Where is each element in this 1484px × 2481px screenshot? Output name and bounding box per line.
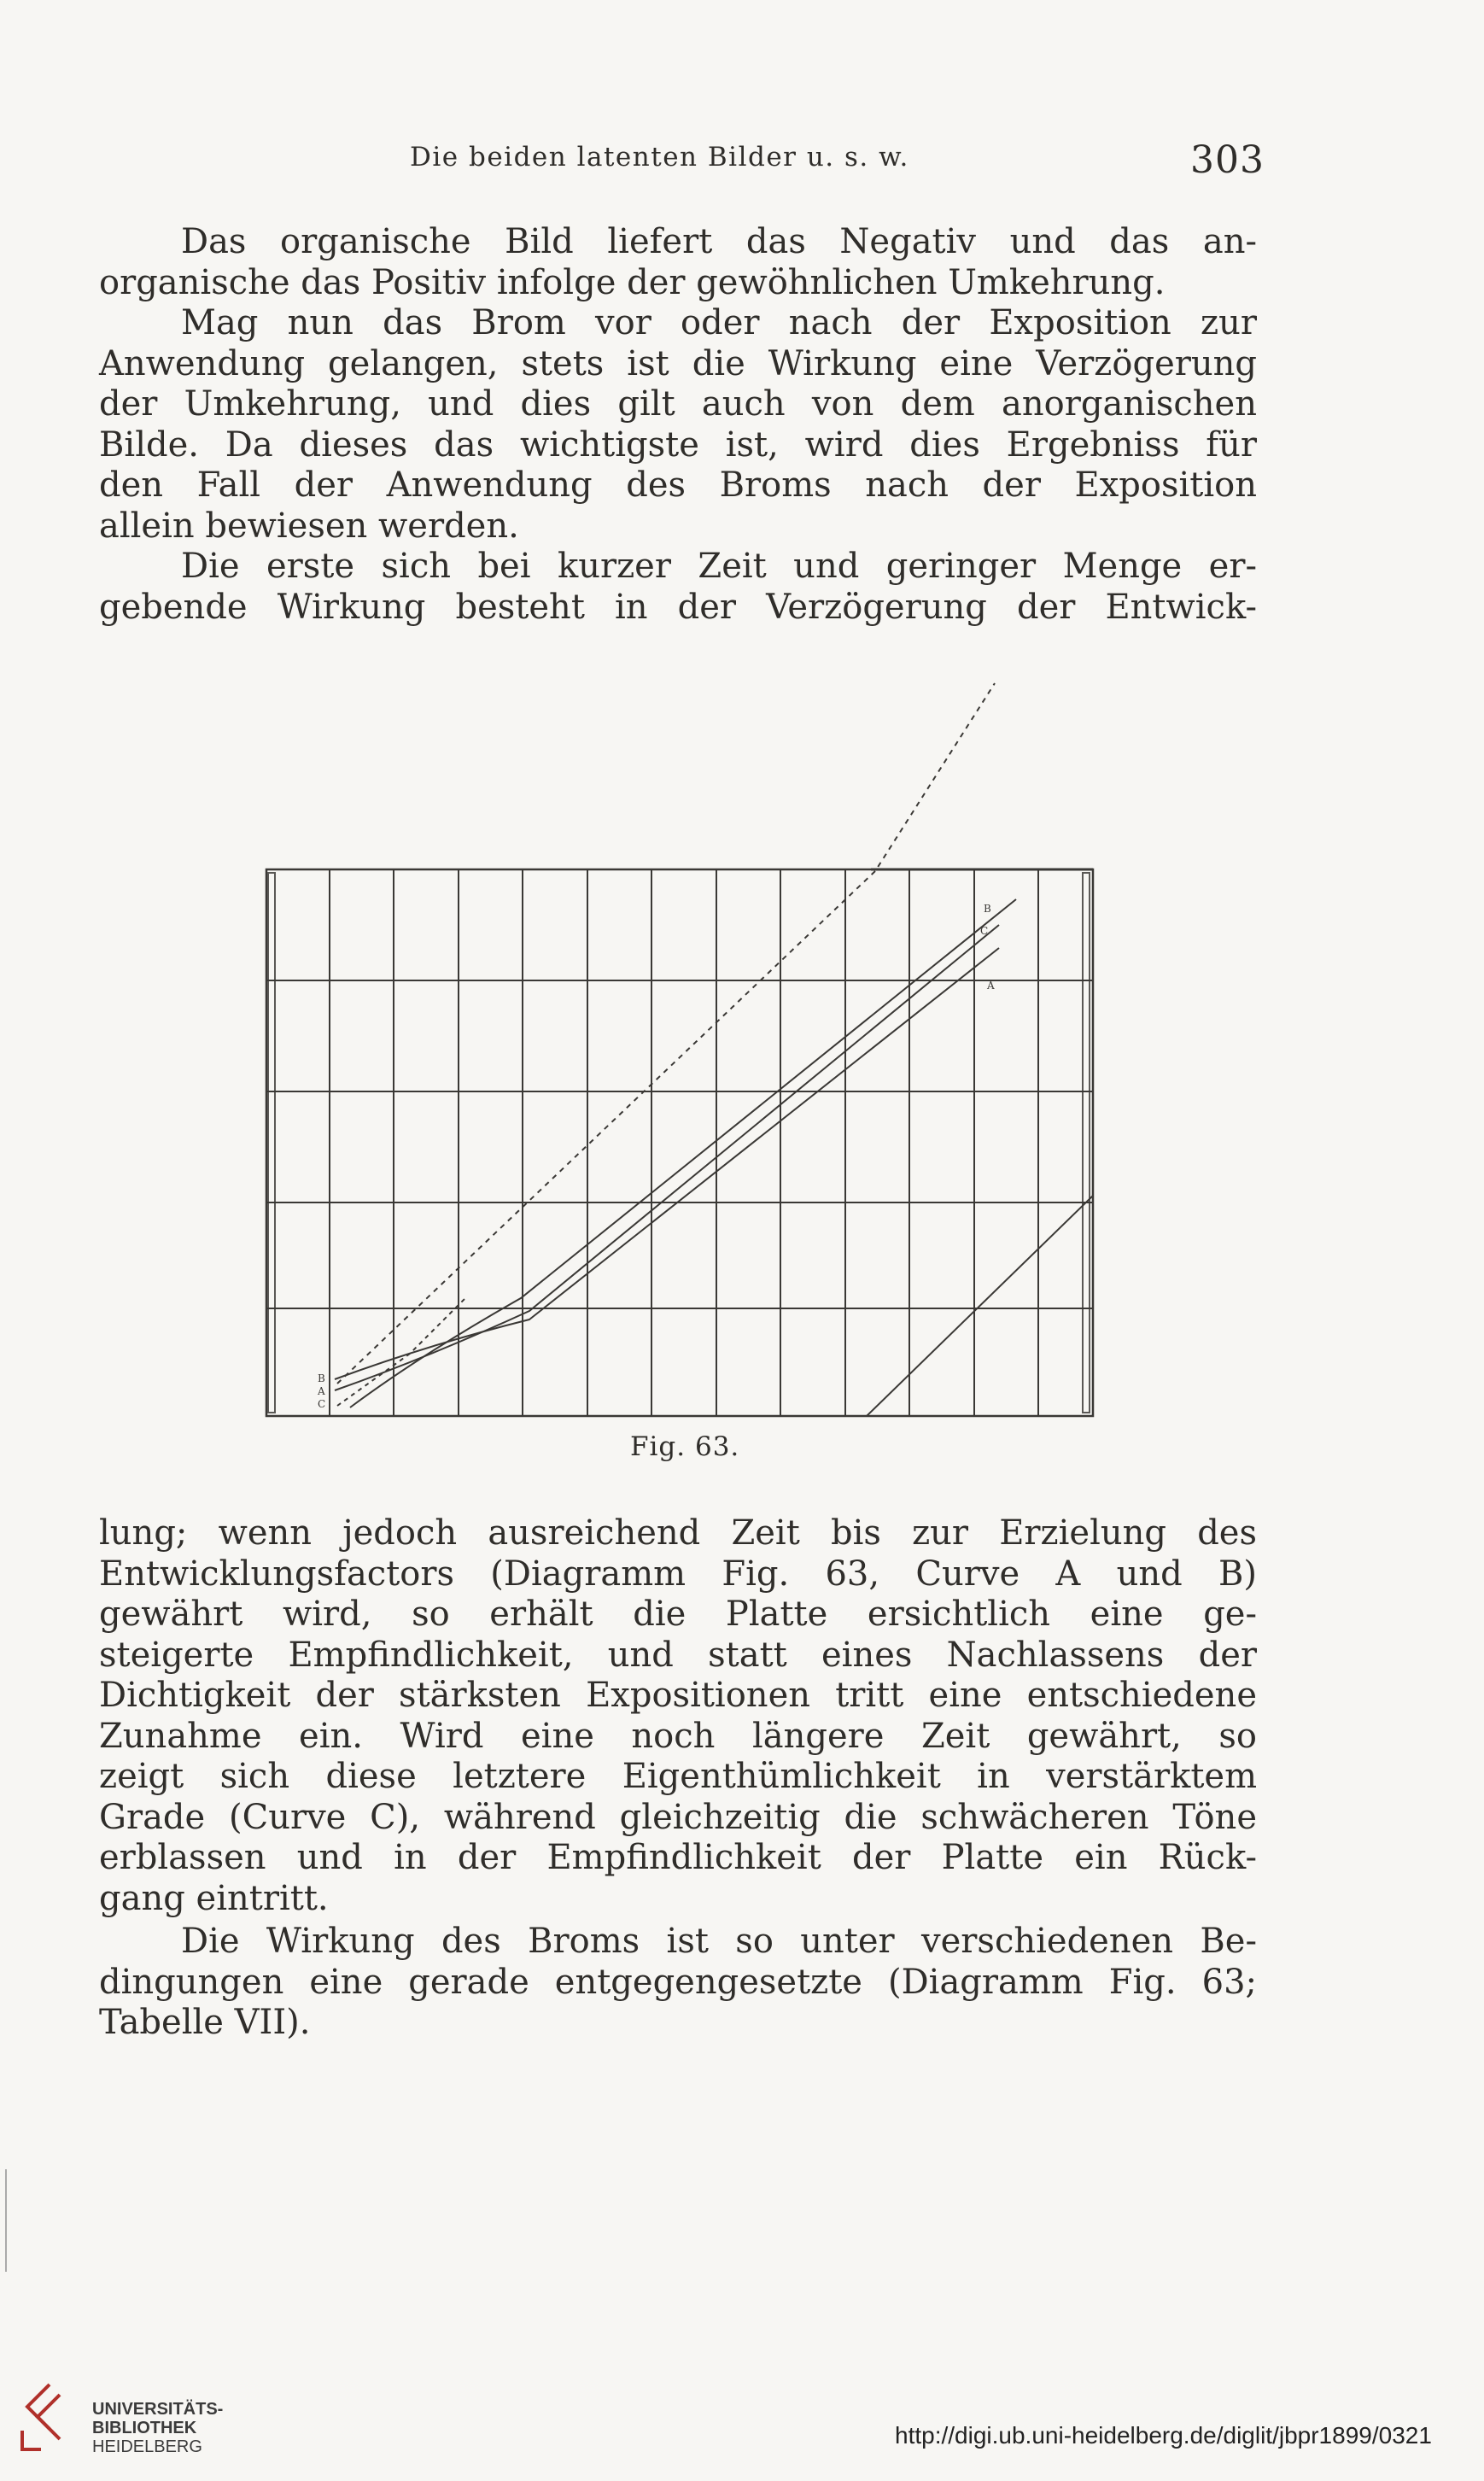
text-line: gewährt wird, so erhält die Platte ersichtlich eine ge- [99,1595,1257,1634]
text-line: dingungen eine gerade entgegengesetzte (Diagramm Fig. 63; [99,1962,1257,2002]
text-line: Die erste sich bei kurzer Zeit und geringer Menge er- [181,547,1257,586]
hatched-axis-right [1083,873,1090,1413]
figure-caption: Fig. 63. [630,1431,740,1462]
paragraph-2 [99,303,1257,547]
text-line: Dichtigkeit der stärksten Expositionen tritt eine entschiedene [99,1676,1257,1715]
curve-b [350,899,1016,1407]
curve-a2 [335,925,999,1390]
text-line: Anwendung gelangen, stets ist die Wirkung eine Verzögerung [99,343,1257,383]
text-line: gebende Wirkung besteht in der Verzögerung der Entwick- [99,587,1257,627]
text-line: Das organische Bild liefert das Negativ und das an- [181,222,1257,261]
hatched-axis-left [268,873,275,1413]
left-label-a: A [318,1385,325,1397]
curve-c-dashed [337,1298,465,1406]
library-logo-icon [15,2379,77,2453]
paragraph-3 [99,547,1257,628]
left-label-b: B [318,1372,325,1384]
library-line: HEIDELBERG [92,2437,202,2456]
horizontal-gridlines [266,980,1093,1308]
scan-edge-mark [5,2169,7,2272]
library-line: UNIVERSITÄTS- [92,2400,224,2419]
page-number: 303 [1190,138,1265,182]
curve-label-b: B [984,903,991,915]
source-url-link[interactable]: http://digi.ub.uni-heidelberg.de/diglit/jbpr1899/0321 [895,2422,1432,2449]
text-line: den Fall der Anwendung des Broms nach der Exposition [99,465,1257,505]
library-name [92,2400,223,2456]
running-title: Die beiden latenten Bilder u. s. w. [410,142,909,173]
dotted-curve [337,683,995,1384]
text-line: organische das Positiv infolge der gewöhnlichen Umkehrung. [99,262,1166,302]
text-line: gang eintritt. [99,1878,329,1918]
paragraph-4 [99,1513,1257,1919]
text-line: Die Wirkung des Broms ist so unter verschiedenen Be- [181,1922,1257,1961]
figure-63-diagram [229,666,1134,1435]
text-line: Mag nun das Brom vor oder nach der Exposition zur [181,303,1257,342]
text-line: Bilde. Da dieses das wichtigste ist, wird dies Ergebniss für [99,424,1257,465]
text-line: zeigt sich diese letztere Eigenthümlichkeit in verstärktem [99,1757,1257,1796]
curve-c [867,1196,1093,1416]
text-line: Entwicklungsfactors (Diagramm Fig. 63, Curve A und B) [99,1554,1257,1594]
curve-label-a: A [987,980,995,992]
text-line: Zunahme ein. Wird eine noch längere Zeit gewährt, so [99,1716,1257,1756]
vertical-gridlines [330,869,1038,1416]
paragraph-1 [99,222,1257,303]
paragraph-5 [99,1922,1257,2044]
text-line: erblassen und in der Empfindlichkeit der Platte ein Rück- [99,1838,1257,1877]
curve-label-c: C [980,925,989,937]
text-line: lung; wenn jedoch ausreichend Zeit bis zur Erzielung des [99,1513,1257,1553]
text-line: Grade (Curve C), während gleichzeitig die schwächeren Töne [99,1797,1257,1837]
curve-a [335,948,999,1379]
left-label-c: C [318,1398,326,1410]
text-line: Tabelle VII). [99,2003,311,2042]
library-line: BIBLIOTHEK [92,2419,197,2437]
text-line: der Umkehrung, und dies gilt auch von dem anorganischen [99,384,1257,424]
text-line: allein bewiesen werden. [99,506,519,546]
text-line: steigerte Empfindlichkeit, und statt eines Nachlassens der [99,1635,1257,1675]
